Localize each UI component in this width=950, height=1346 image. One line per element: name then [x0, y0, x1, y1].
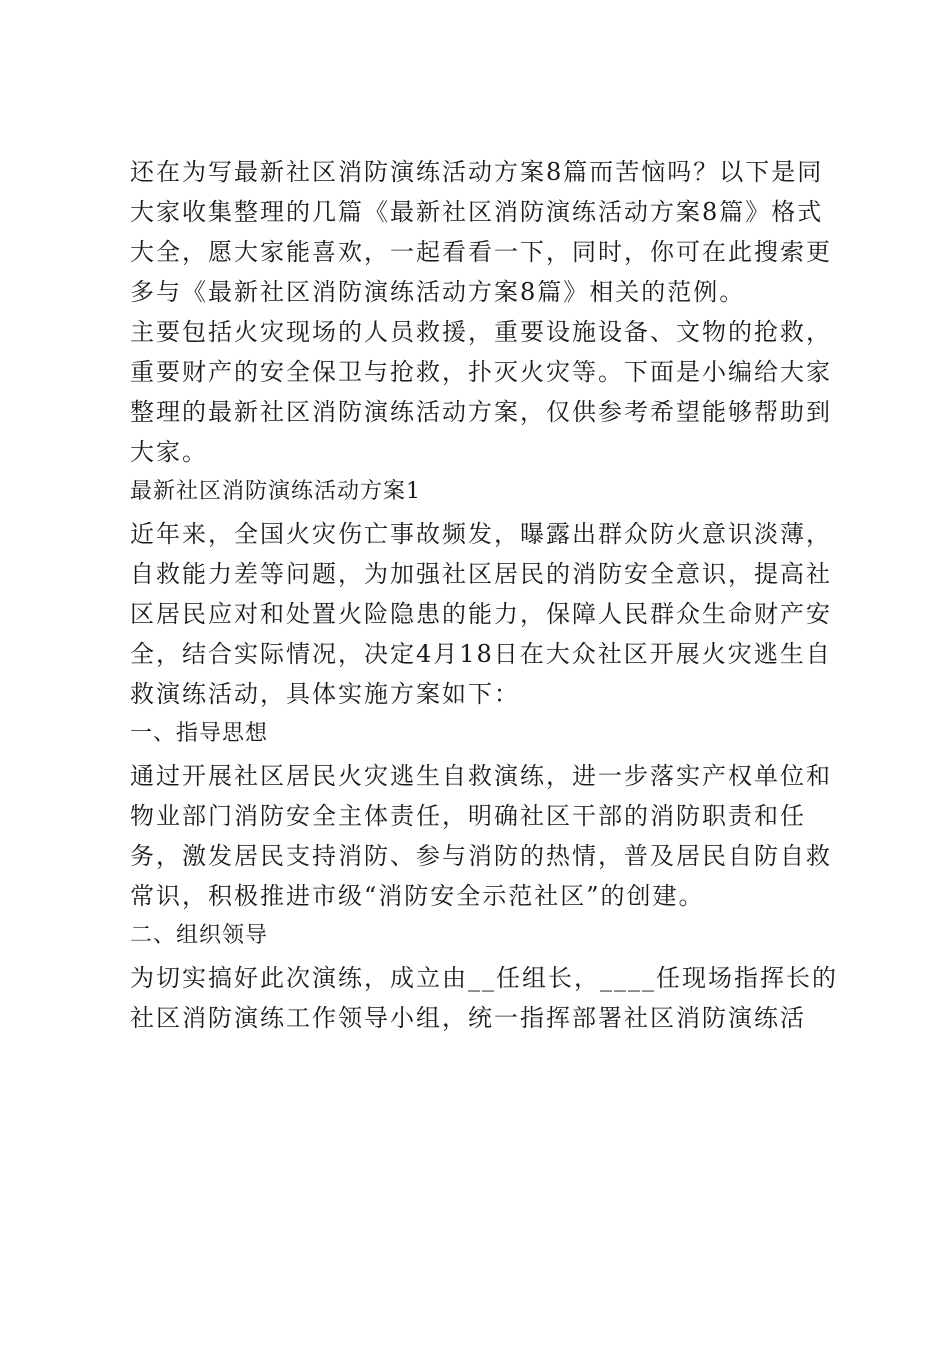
text-line: 重要财产的安全保卫与抢救，扑灭火灾等。下面是小编给大家: [130, 358, 832, 386]
background-paragraph: [130, 514, 830, 714]
text-line: 区居民应对和处置火险隐患的能力，保障人民群众生命财产安: [130, 600, 832, 628]
text-line: 常识，积极推进市级“消防安全示范社区”的创建。: [130, 882, 705, 910]
document-page: [130, 152, 838, 1038]
text-line: 全，结合实际情况，决定4月18日在大众社区开展火灾逃生自: [130, 640, 832, 668]
text-line: 整理的最新社区消防演练活动方案，仅供参考希望能够帮助到: [130, 398, 832, 426]
text-line: 大全，愿大家能喜欢，一起看看一下，同时，你可在此搜索更: [130, 238, 832, 266]
text-line: 大家收集整理的几篇《最新社区消防演练活动方案8篇》格式: [130, 198, 824, 226]
guideline-paragraph: [130, 756, 830, 916]
text-line: 务，激发居民支持消防、参与消防的热情，普及居民自防自救: [130, 842, 832, 870]
text-line: 社区消防演练工作领导小组，统一指挥部署社区消防演练活: [130, 1004, 806, 1032]
text-line: 通过开展社区居民火灾逃生自救演练，进一步落实产权单位和: [130, 762, 832, 790]
text-line: 大家。: [130, 438, 208, 466]
heading-organization: 二、组织领导: [130, 923, 269, 948]
text-line: 多与《最新社区消防演练活动方案8篇》相关的范例。: [130, 278, 746, 306]
text-line: 近年来，全国火灾伤亡事故频发，曝露出群众防火意识淡薄，: [130, 520, 832, 548]
text-line: 救演练活动，具体实施方案如下：: [130, 680, 520, 708]
text-line: 物业部门消防安全主体责任，明确社区干部的消防职责和任: [130, 802, 806, 830]
text-line: 为切实搞好此次演练，成立由__任组长，____任现场指挥长的: [130, 964, 838, 992]
organization-paragraph: [130, 958, 838, 1038]
text-line: 还在为写最新社区消防演练活动方案8篇而苦恼吗？以下是同: [130, 158, 824, 186]
summary-paragraph: [130, 312, 830, 472]
section-title: 最新社区消防演练活动方案1: [130, 479, 421, 504]
text-line: 主要包括火灾现场的人员救援，重要设施设备、文物的抢救，: [130, 318, 832, 346]
text-line: 自救能力差等问题，为加强社区居民的消防安全意识，提高社: [130, 560, 832, 588]
heading-guiding-thought: 一、指导思想: [130, 721, 269, 746]
intro-paragraph: [130, 152, 830, 312]
